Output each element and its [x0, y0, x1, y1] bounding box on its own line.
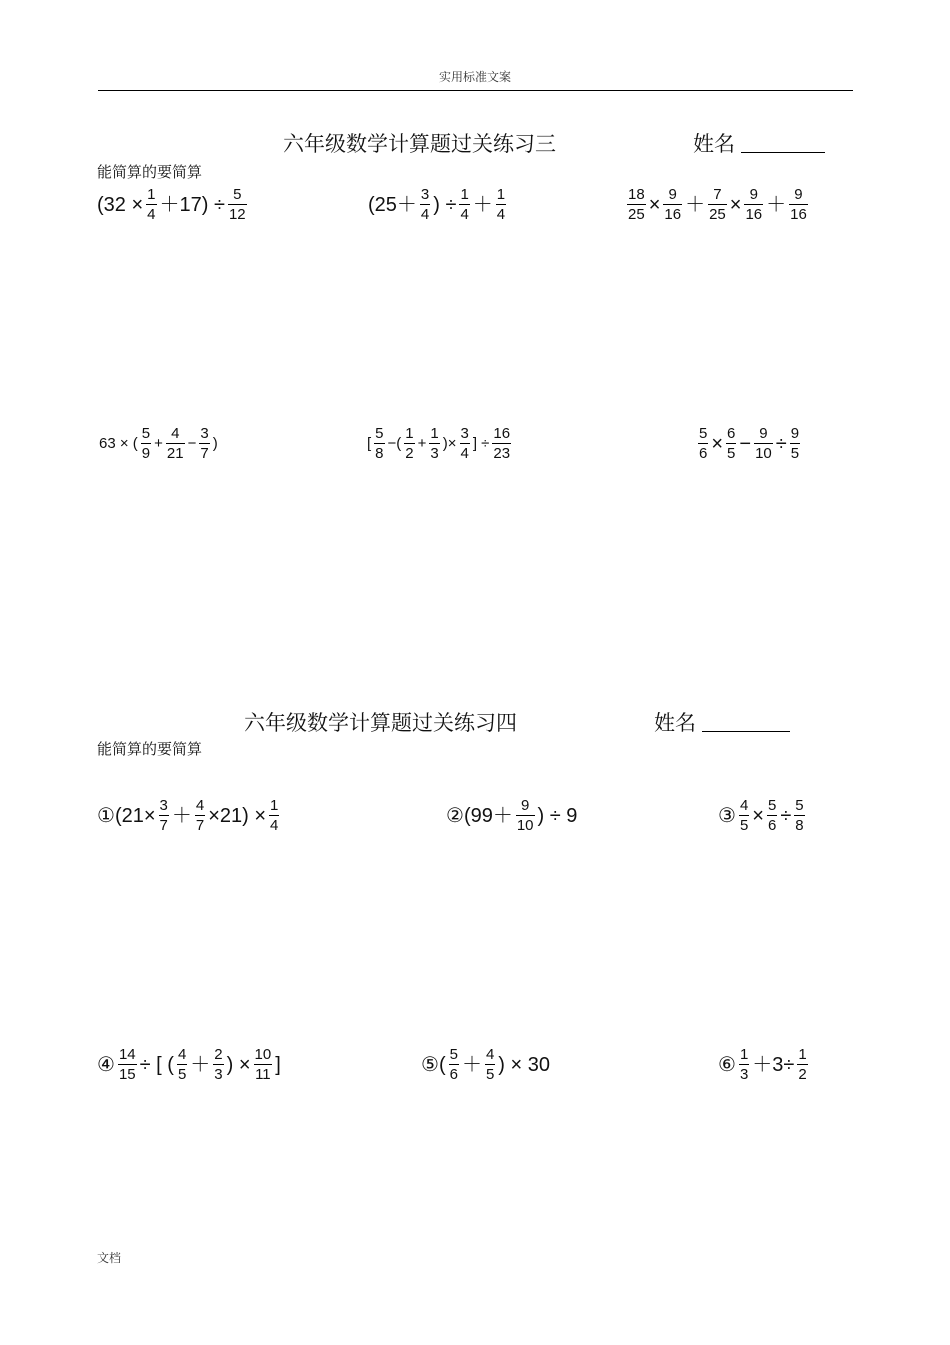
- expr-text: ×: [752, 804, 764, 827]
- section3-title: 六年级数学计算题过关练习三: [283, 132, 556, 156]
- fraction: $\frac{9}{16}$: [745, 186, 763, 224]
- problem-4-2: [446, 797, 577, 835]
- expr-text: ×: [648, 193, 661, 216]
- expr-text: ＋: [461, 1053, 482, 1076]
- expr-text: −: [739, 432, 752, 455]
- expr-text: +: [154, 435, 163, 453]
- fraction: $\frac{1}{2}$: [798, 1046, 807, 1084]
- expr-text: ×: [711, 432, 724, 455]
- fraction: $\frac{14}{15}$: [118, 1046, 136, 1084]
- expr-text: −: [187, 435, 197, 453]
- section4-title: 六年级数学计算题过关练习四: [244, 711, 517, 735]
- expr-text: [: [367, 435, 372, 453]
- fraction: $\frac{10}{11}$: [254, 1046, 272, 1084]
- expr-text: (99＋: [463, 804, 513, 827]
- problem-number: ⑤: [421, 1053, 439, 1076]
- expr-text: (: [438, 1053, 446, 1076]
- expr-text: ) ÷ 9: [537, 804, 578, 827]
- fraction: $\frac{18}{25}$: [628, 186, 645, 224]
- fraction: $\frac{4}{5}$: [485, 1046, 495, 1084]
- fraction: $\frac{1}{4}$: [496, 186, 506, 224]
- expr-text: ＋3÷: [752, 1053, 795, 1076]
- fraction: $\frac{9}{10}$: [755, 425, 772, 463]
- name-blank: [702, 730, 790, 732]
- expr-text: (21×: [114, 804, 156, 827]
- problem-4-3: [718, 797, 808, 835]
- expr-text: ÷ [ (: [139, 1053, 174, 1076]
- fraction: $\frac{2}{3}$: [214, 1046, 223, 1084]
- fraction: $\frac{9}{10}$: [516, 797, 534, 835]
- expr-text: ＋: [171, 804, 192, 827]
- fraction: $\frac{5}{8}$: [795, 797, 804, 835]
- expr-text: ×: [729, 193, 742, 216]
- fraction: $\frac{1}{4}$: [270, 797, 279, 835]
- fraction: $\frac{1}{3}$: [739, 1046, 749, 1084]
- fraction: $\frac{5}{9}$: [141, 425, 151, 463]
- expr-text: ＋: [766, 193, 787, 216]
- problem-number: ①: [97, 804, 115, 827]
- expr-text: (25＋: [368, 193, 417, 216]
- name-blank: [741, 151, 825, 153]
- problem-4-4: [97, 1046, 281, 1084]
- problem-3-2: [368, 186, 509, 224]
- expr-text: ]: [275, 1053, 281, 1076]
- fraction: $\frac{5}{6}$: [699, 425, 708, 463]
- expr-text: +: [417, 435, 427, 453]
- problem-4-5: [421, 1046, 550, 1084]
- fraction: $\frac{3}{4}$: [460, 425, 469, 463]
- problem-3-3: [624, 186, 811, 224]
- expr-text: ) × 30: [498, 1053, 550, 1076]
- expr-text: ÷: [775, 432, 787, 455]
- expr-text: ＋: [472, 193, 493, 216]
- problem-4-6: [718, 1046, 811, 1084]
- section4-note: 能简算的要简算: [97, 740, 203, 758]
- problem-number: ⑥: [718, 1053, 736, 1076]
- problem-3-4: [99, 425, 218, 463]
- fraction: $\frac{9}{16}$: [664, 186, 682, 224]
- expr-text: ＋17) ÷: [159, 193, 225, 216]
- fraction: $\frac{5}{6}$: [449, 1046, 458, 1084]
- expr-text: ＋: [685, 193, 706, 216]
- expr-text: −(: [387, 435, 402, 453]
- fraction: $\frac{1}{4}$: [460, 186, 469, 224]
- name-label: 姓名: [693, 132, 735, 156]
- fraction: $\frac{4}{5}$: [177, 1046, 187, 1084]
- fraction: $\frac{9}{5}$: [790, 425, 800, 463]
- fraction: $\frac{1}{2}$: [405, 425, 414, 463]
- problem-number: ③: [718, 804, 736, 827]
- header-divider: [98, 90, 853, 91]
- problem-3-1: [97, 186, 250, 224]
- fraction: $\frac{5}{6}$: [767, 797, 777, 835]
- expr-text: ＋: [190, 1053, 211, 1076]
- fraction: $\frac{16}{23}$: [493, 425, 511, 463]
- expr-text: ] ÷: [472, 435, 490, 453]
- expr-text: 63 × (: [99, 435, 138, 453]
- fraction: $\frac{4}{7}$: [195, 797, 205, 835]
- problem-number: ②: [446, 804, 464, 827]
- expr-text: (32 ×: [97, 193, 144, 216]
- page-footer: 文档: [97, 1251, 122, 1265]
- expr-text: ) ×: [226, 1053, 251, 1076]
- expr-text: ÷: [780, 804, 792, 827]
- fraction: $\frac{9}{16}$: [790, 186, 807, 224]
- fraction: $\frac{4}{5}$: [739, 797, 749, 835]
- fraction: $\frac{6}{5}$: [727, 425, 736, 463]
- fraction: $\frac{4}{21}$: [166, 425, 184, 463]
- problem-4-1: [97, 797, 282, 835]
- fraction: $\frac{5}{12}$: [228, 186, 246, 224]
- section3-note: 能简算的要简算: [97, 163, 203, 181]
- fraction: $\frac{3}{7}$: [200, 425, 209, 463]
- section3-name-field: [693, 128, 825, 158]
- fraction: $\frac{3}{7}$: [159, 797, 168, 835]
- fraction: $\frac{1}{3}$: [430, 425, 439, 463]
- name-label: 姓名: [654, 711, 696, 735]
- fraction: $\frac{1}{4}$: [147, 186, 156, 224]
- fraction: $\frac{7}{25}$: [709, 186, 726, 224]
- page-header: 实用标准文案: [438, 70, 511, 84]
- expr-text: )×: [442, 435, 457, 453]
- fraction: $\frac{3}{4}$: [420, 186, 430, 224]
- problem-3-5: [367, 425, 514, 463]
- problem-3-6: [695, 425, 803, 463]
- fraction: $\frac{5}{8}$: [375, 425, 384, 463]
- expr-text: ) ÷: [433, 193, 457, 216]
- section4-name-field: [654, 707, 790, 737]
- problem-number: ④: [97, 1053, 115, 1076]
- expr-text: ×21) ×: [208, 804, 267, 827]
- expr-text: ): [212, 435, 218, 453]
